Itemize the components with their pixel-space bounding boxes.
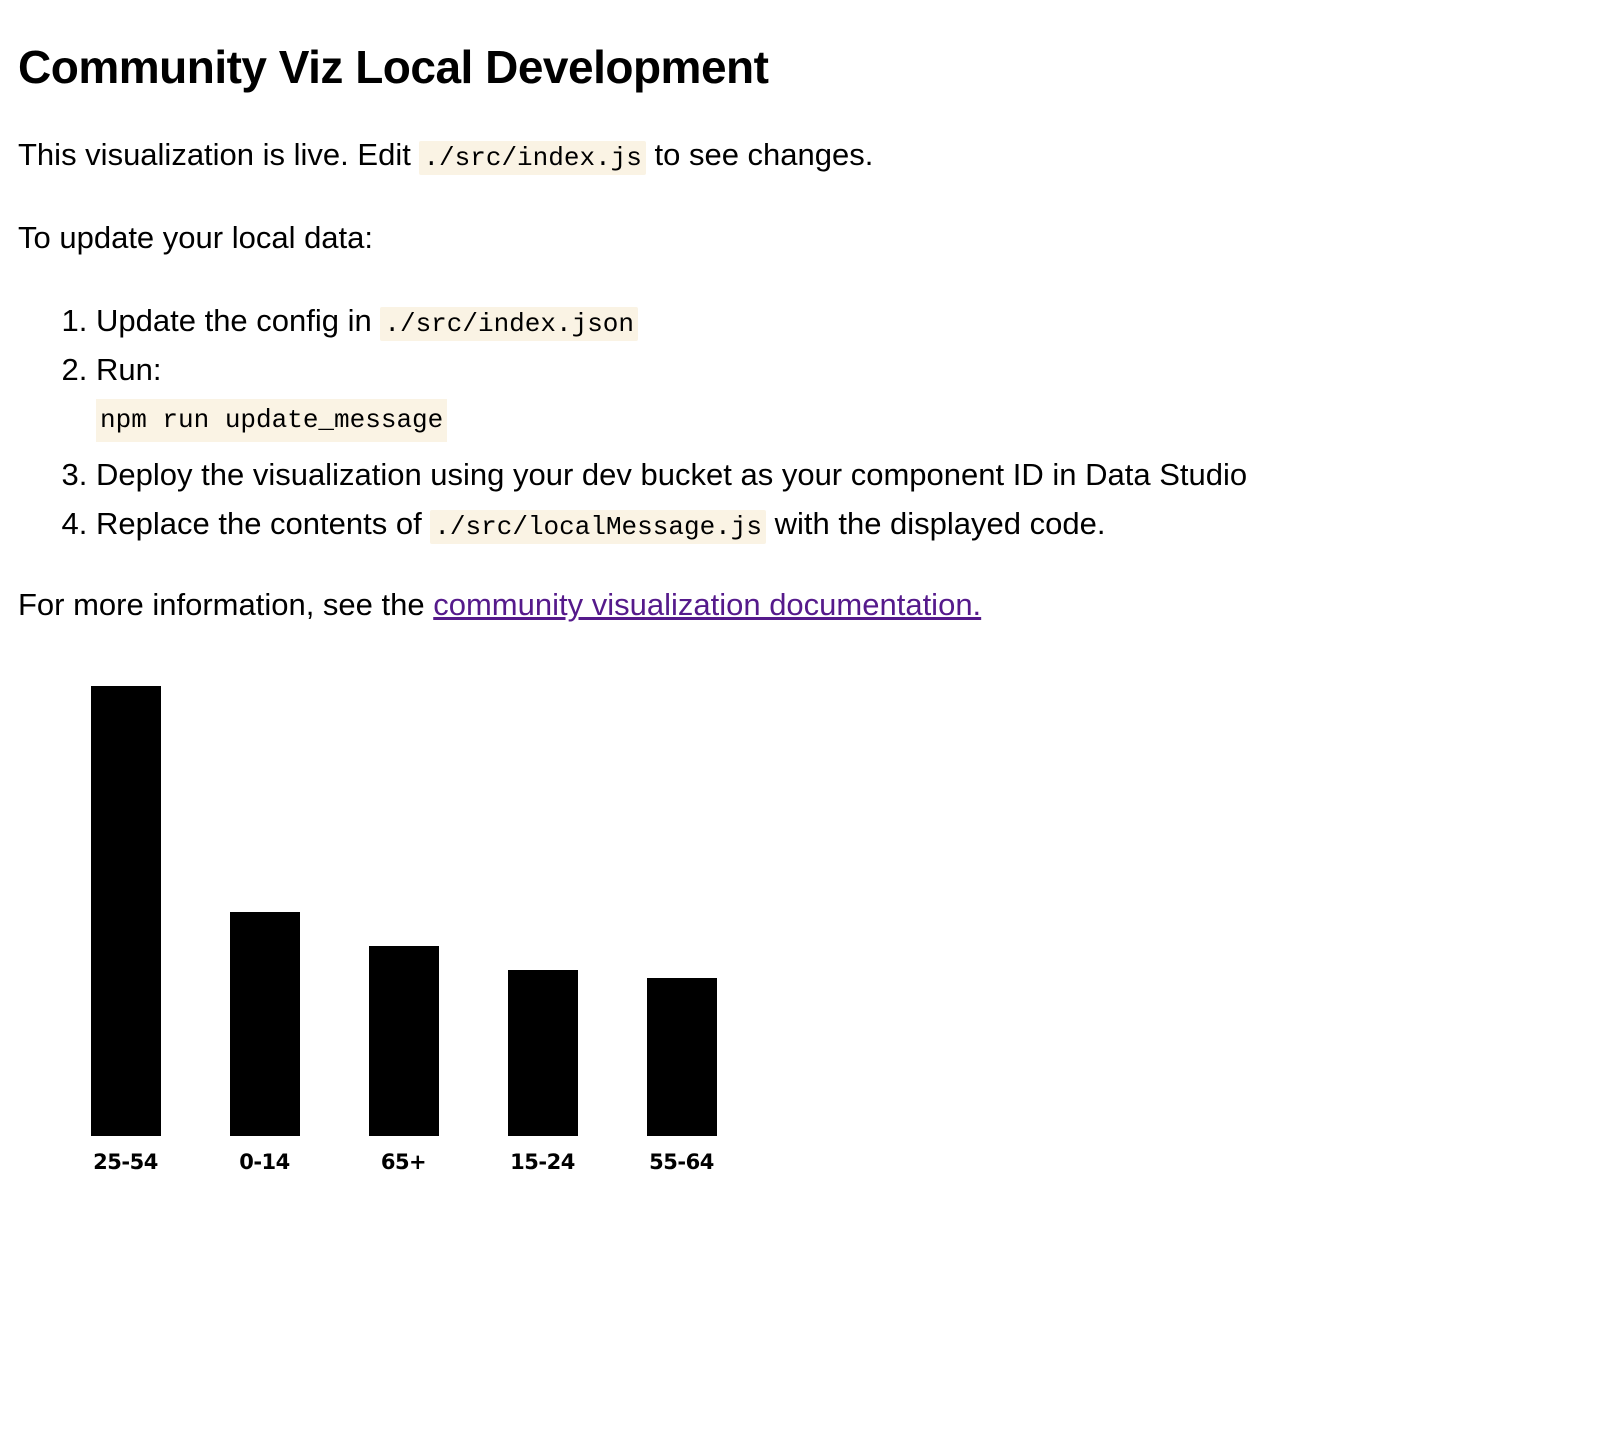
list-item xyxy=(96,298,1582,345)
update-data-heading: To update your local data: xyxy=(18,219,374,255)
x-label-0: 25-54 xyxy=(93,1150,158,1175)
intro-paragraph xyxy=(18,133,1582,178)
local-message-js-path-code: ./src/localMessage.js xyxy=(430,510,766,544)
bar-25-54 xyxy=(91,686,161,1136)
step-2-text: Run: xyxy=(96,351,162,387)
bar-column xyxy=(473,686,612,1136)
steps-list xyxy=(18,298,1582,547)
bar-55-64 xyxy=(647,978,717,1136)
step-4-suffix-text: with the displayed code. xyxy=(765,505,1106,541)
step-4-prefix-text: Replace the contents of xyxy=(96,505,431,541)
x-label-2: 65+ xyxy=(380,1150,427,1175)
index-js-path-code: ./src/index.js xyxy=(419,141,645,175)
chart-plot-area xyxy=(56,686,796,1186)
chart-bars xyxy=(56,686,796,1136)
list-item xyxy=(96,501,1582,548)
x-label-1: 0-14 xyxy=(239,1150,290,1175)
x-label-3: 15-24 xyxy=(510,1150,575,1175)
bar-column xyxy=(56,686,195,1136)
x-label-4: 55-64 xyxy=(649,1150,714,1175)
bar-column xyxy=(334,686,473,1136)
bar-0-14 xyxy=(230,912,300,1136)
npm-command-code: npm run update_message xyxy=(96,399,447,442)
intro-prefix-text: This visualization is live. Edit xyxy=(18,136,420,172)
more-information-paragraph xyxy=(18,583,1582,628)
bar-column xyxy=(195,686,334,1136)
list-item xyxy=(96,347,1582,451)
community-visualization-documentation-link[interactable]: community visualization documentation. xyxy=(433,587,982,623)
step-3-text: Deploy the visualization using your dev bucket as your component ID in Data Studio xyxy=(96,457,1248,493)
bar-15-24 xyxy=(508,970,578,1136)
chart-x-axis-labels xyxy=(56,1150,796,1174)
intro-suffix-text: to see changes. xyxy=(645,136,874,172)
step-1-text: Update the config in xyxy=(96,303,381,339)
more-info-prefix-text: For more information, see the xyxy=(18,587,434,623)
bar-65plus xyxy=(369,946,439,1136)
index-json-path-code: ./src/index.json xyxy=(380,307,638,341)
page-title: Community Viz Local Development xyxy=(18,41,769,93)
list-item xyxy=(96,452,1582,499)
bar-column xyxy=(612,686,751,1136)
bar-chart xyxy=(18,686,1582,1186)
